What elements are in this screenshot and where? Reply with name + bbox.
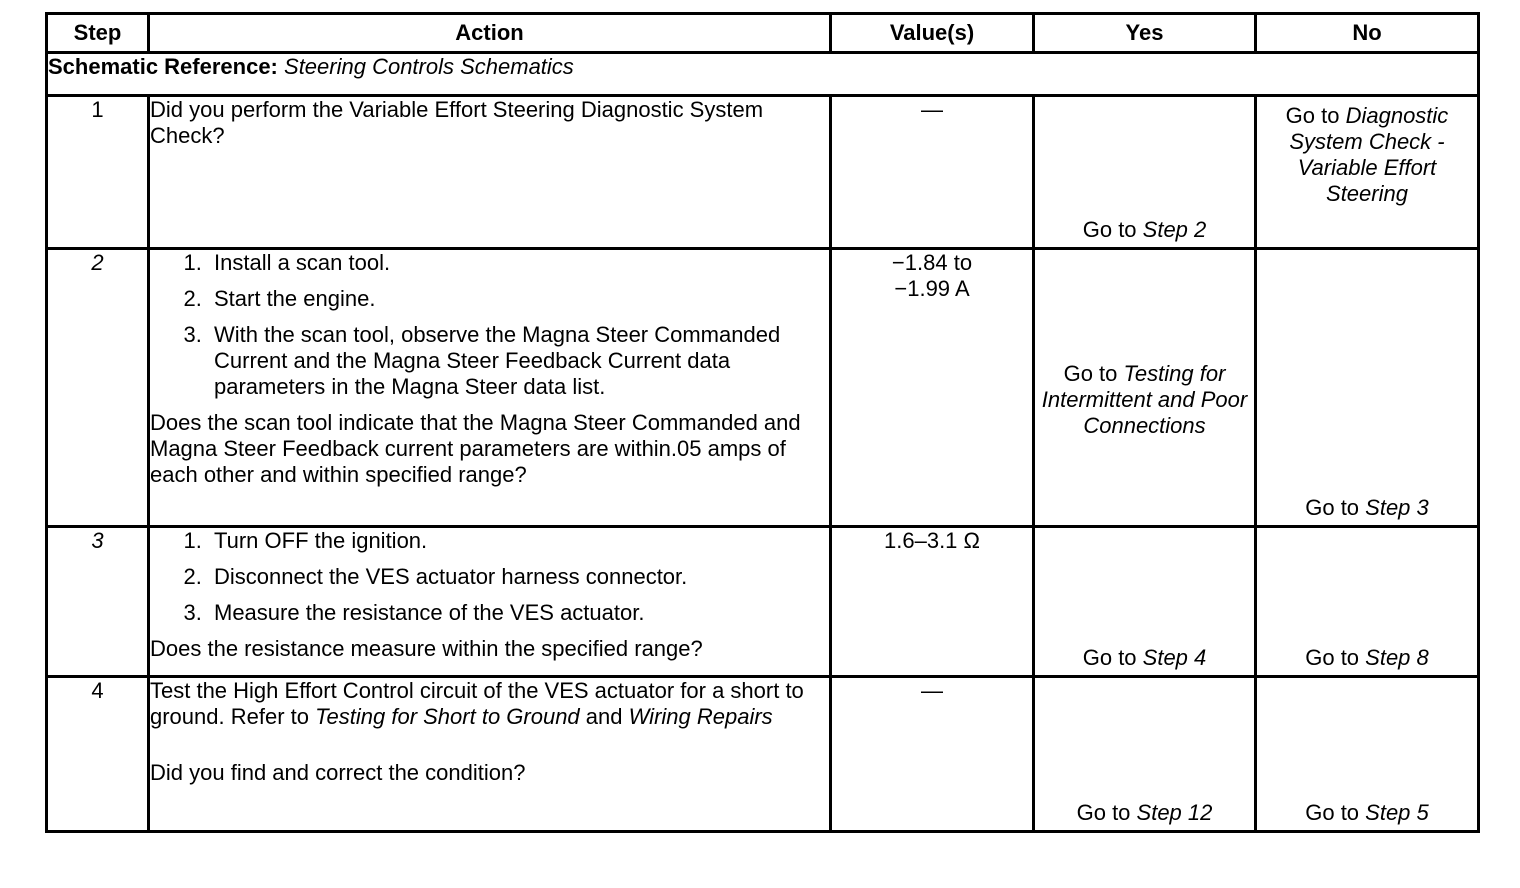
- action-cell: [149, 249, 831, 527]
- no-cell: [1256, 527, 1479, 677]
- no-prefix: Go to: [1305, 800, 1366, 825]
- yes-prefix: Go to: [1082, 217, 1143, 242]
- header-row: [47, 14, 1479, 53]
- value-line: −1.84 to: [891, 250, 973, 275]
- header-yes: Yes: [1034, 14, 1256, 53]
- action-step: 3. With the scan tool, observe the Magna Steer Commanded Current and the Magna Steer Feedback Current data parameters in the Magna Steer data list.: [208, 322, 829, 400]
- schematic-reference-link[interactable]: Steering Controls Schematics: [284, 54, 574, 79]
- action-question: Does the resistance measure within the specified range?: [150, 636, 703, 661]
- action-link-wiring-repairs[interactable]: Wiring Repairs: [628, 704, 773, 729]
- schematic-reference: [47, 53, 1479, 96]
- action-step: 3. Measure the resistance of the VES actuator.: [208, 600, 829, 626]
- action-step: 1. Install a scan tool.: [208, 250, 829, 276]
- action-steps: [150, 250, 829, 400]
- table-row: [47, 527, 1479, 677]
- table-row: [47, 677, 1479, 832]
- table-row: [47, 249, 1479, 527]
- action-text: [150, 678, 829, 730]
- action-step: 2. Disconnect the VES actuator harness connector.: [208, 564, 829, 590]
- header-action: Action: [149, 14, 831, 53]
- action-steps: [150, 528, 829, 626]
- value-cell: 1.6–3.1 Ω: [831, 527, 1034, 677]
- action-link-short-to-ground[interactable]: Testing for Short to Ground: [315, 704, 580, 729]
- yes-prefix: Go to: [1076, 800, 1137, 825]
- no-link[interactable]: Step 8: [1365, 645, 1429, 670]
- schematic-reference-label: Schematic Reference:: [48, 54, 278, 79]
- value-line: −1.99 A: [894, 276, 970, 301]
- no-link[interactable]: Step 5: [1365, 800, 1429, 825]
- no-prefix: Go to: [1285, 103, 1346, 128]
- action-cell: [149, 677, 831, 832]
- action-text: Did you perform the Variable Effort Steering Diagnostic System Check?: [150, 97, 764, 148]
- yes-cell: [1034, 677, 1256, 832]
- no-cell: [1256, 677, 1479, 832]
- yes-link[interactable]: Step 2: [1142, 217, 1207, 242]
- action-cell: [149, 96, 831, 249]
- no-prefix: Go to: [1305, 495, 1366, 520]
- yes-cell: [1034, 527, 1256, 677]
- yes-prefix: Go to: [1063, 360, 1124, 386]
- value-cell: [831, 249, 1034, 527]
- action-question: Did you find and correct the condition?: [150, 760, 526, 785]
- action-text-part: Test the High Effort Control circuit of the VES actuator for a short to ground. Refer to: [150, 678, 804, 729]
- yes-link[interactable]: Testing for Intermittent and Poor Connections: [1041, 360, 1248, 438]
- action-step: 2. Start the engine.: [208, 286, 829, 312]
- action-cell: [149, 527, 831, 677]
- no-cell: [1256, 96, 1479, 249]
- action-text-part: and: [579, 704, 629, 729]
- no-link[interactable]: Diagnostic System Check - Variable Effort Steering: [1289, 103, 1449, 206]
- action-question: Does the scan tool indicate that the Magna Steer Commanded and Magna Steer Feedback current parameters are within.05 amps of each other and within specified range?: [150, 410, 801, 487]
- header-values: Value(s): [831, 14, 1034, 53]
- yes-link[interactable]: Step 12: [1136, 800, 1213, 825]
- step-number: 1: [47, 96, 149, 249]
- no-prefix: Go to: [1305, 645, 1366, 670]
- table-row: [47, 96, 1479, 249]
- header-no: No: [1256, 14, 1479, 53]
- value-cell: —: [831, 96, 1034, 249]
- schematic-reference-row: [47, 53, 1479, 96]
- value-cell: —: [831, 677, 1034, 832]
- no-cell: [1256, 249, 1479, 527]
- step-number: 4: [47, 677, 149, 832]
- action-step: 1. Turn OFF the ignition.: [208, 528, 829, 554]
- yes-prefix: Go to: [1082, 645, 1143, 670]
- yes-cell: [1034, 96, 1256, 249]
- yes-link[interactable]: Step 4: [1142, 645, 1207, 670]
- step-number: 3: [47, 527, 149, 677]
- diagnostic-table: [45, 12, 1480, 833]
- header-step: Step: [47, 14, 149, 53]
- no-link[interactable]: Step 3: [1365, 495, 1429, 520]
- step-number: 2: [47, 249, 149, 527]
- yes-cell: [1034, 249, 1256, 527]
